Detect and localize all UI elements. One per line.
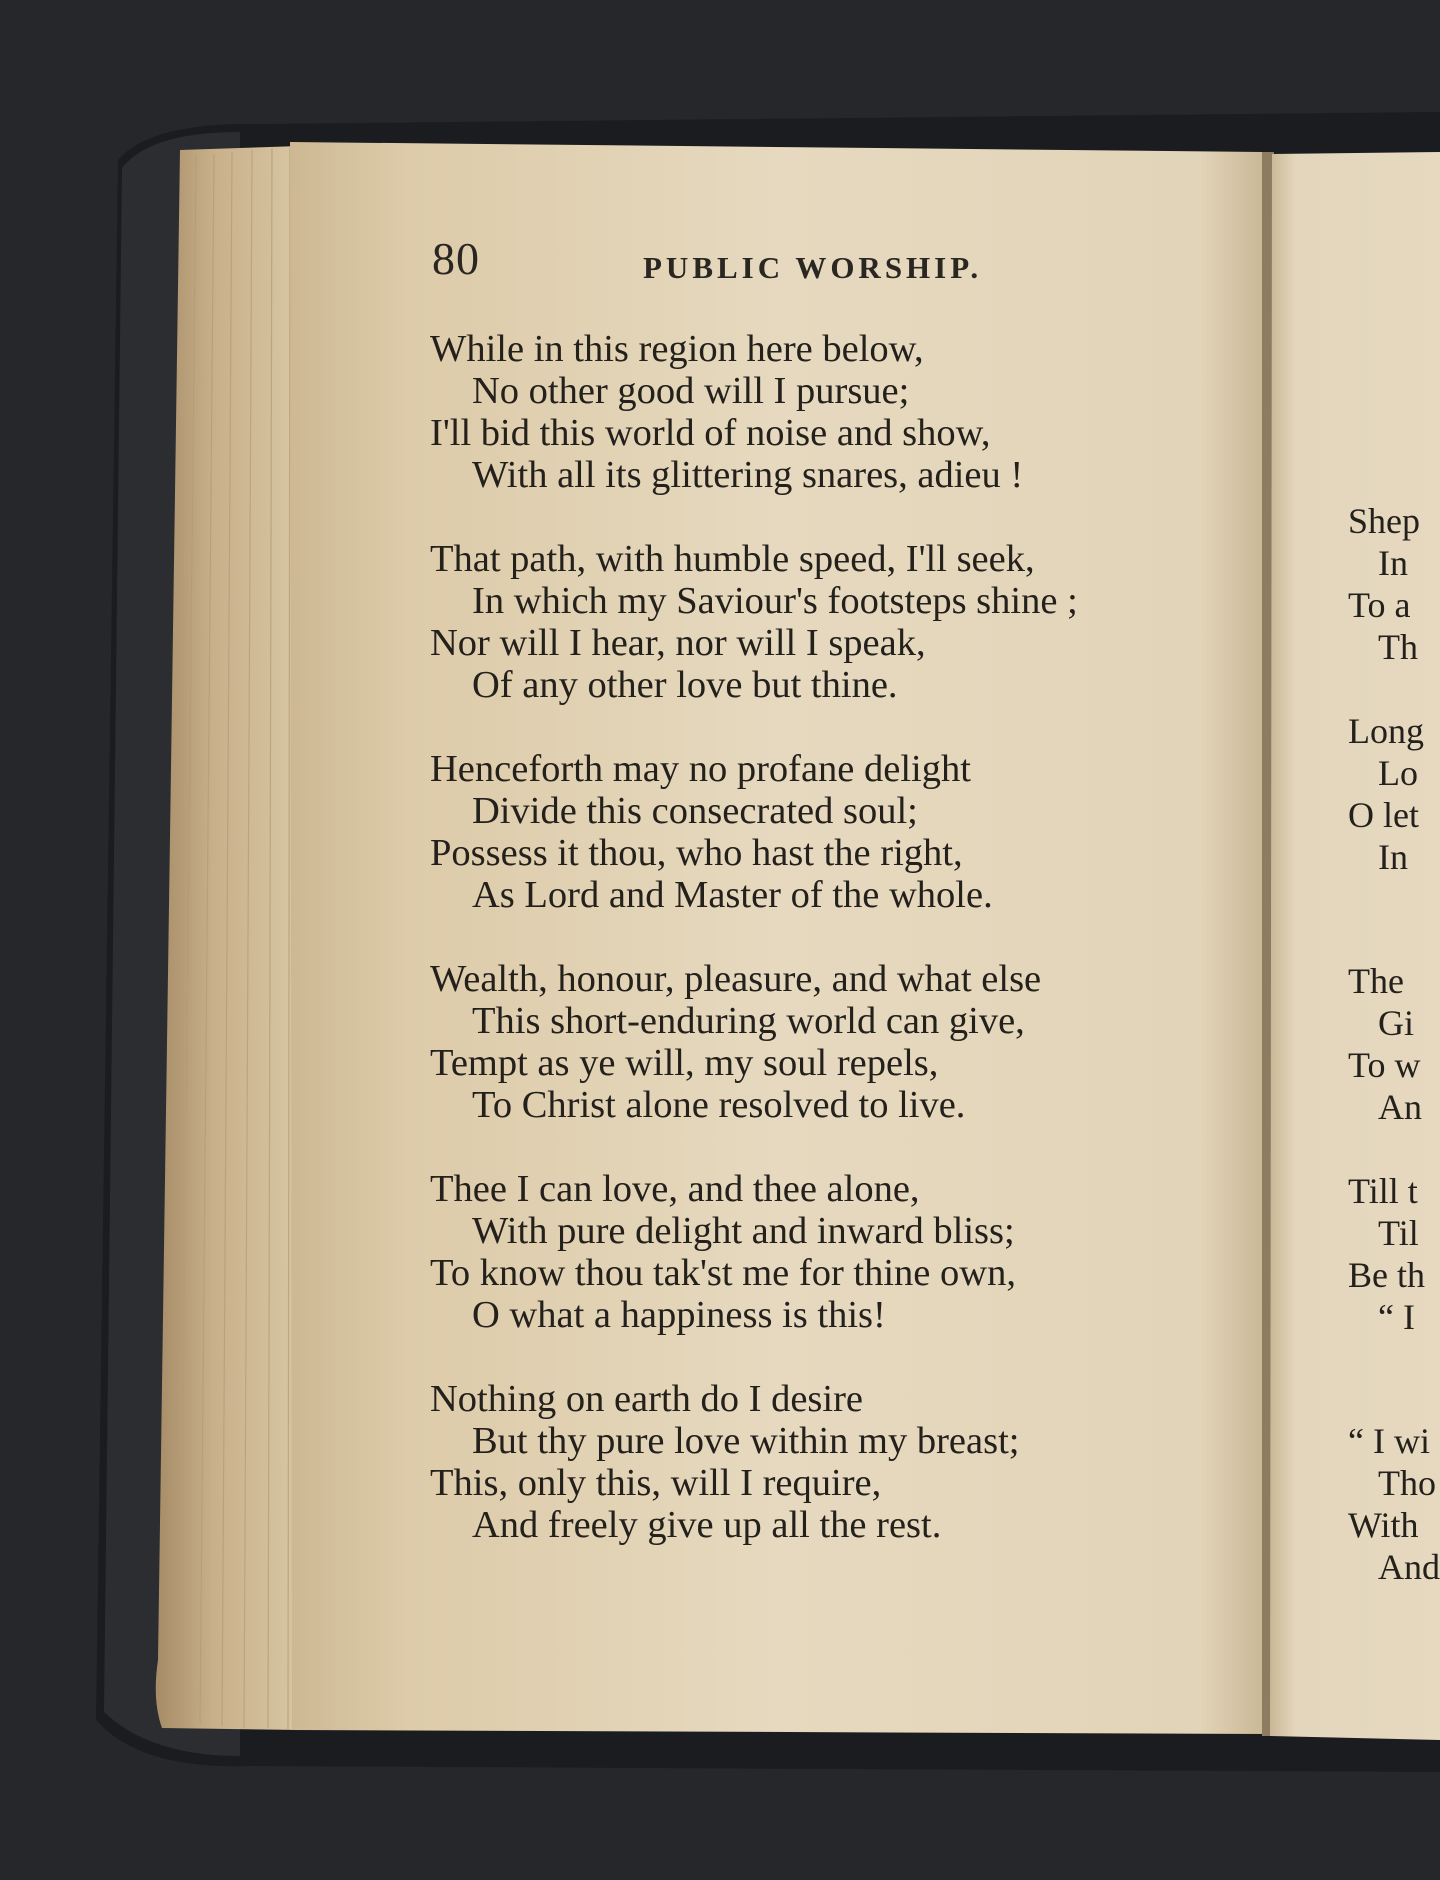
right-page-line: And (1378, 1547, 1440, 1587)
right-page-line: “ I wi (1348, 1421, 1430, 1461)
right-page-line: Lo (1378, 753, 1418, 793)
right-page-line: The (1348, 961, 1404, 1001)
right-page-stanza-fragment (1338, 500, 1440, 668)
verse-line: I'll bid this world of noise and show, (430, 412, 991, 454)
verse-line: Nothing on earth do I desire (430, 1378, 864, 1420)
right-page-line: Shep (1348, 501, 1420, 541)
right-page-stanza-fragment (1338, 710, 1440, 878)
verse-line: In which my Saviour's footsteps shine ; (472, 580, 1078, 622)
verse-line: Nor will I hear, nor will I speak, (430, 622, 926, 664)
right-page-line: In (1378, 837, 1408, 877)
right-page-line: O let (1348, 795, 1419, 835)
verse-line: And freely give up all the rest. (472, 1504, 942, 1546)
right-page-line: With (1348, 1505, 1419, 1545)
right-page-line: To a (1348, 585, 1411, 625)
verse-line: With pure delight and inward bliss; (472, 1210, 1015, 1252)
right-page-line: Till t (1348, 1171, 1418, 1211)
verse-line: No other good will I pursue; (472, 370, 910, 412)
right-page-line: “ I (1378, 1297, 1415, 1337)
verse-line: This, only this, will I require, (430, 1462, 882, 1504)
verse-line: That path, with humble speed, I'll seek, (430, 538, 1035, 580)
right-page-line: In (1378, 543, 1408, 583)
verse-line: Of any other love but thine. (472, 664, 898, 706)
verse-line: To Christ alone resolved to live. (472, 1084, 966, 1126)
verse-line: But thy pure love within my breast; (472, 1420, 1020, 1462)
verse-line: Possess it thou, who hast the right, (430, 832, 963, 874)
verse-line: Thee I can love, and thee alone, (430, 1168, 920, 1210)
verse-line: As Lord and Master of the whole. (472, 874, 993, 916)
right-page-line: To w (1348, 1045, 1421, 1085)
verse-line: O what a happiness is this! (472, 1294, 886, 1336)
verse-line: Tempt as ye will, my soul repels, (430, 1042, 939, 1084)
right-page-line: An (1378, 1087, 1422, 1127)
right-page-stanza-fragment (1338, 960, 1440, 1128)
right-page-line: Tho (1378, 1463, 1436, 1503)
right-page-stanza-fragment (1338, 1170, 1440, 1338)
right-page-line: Til (1378, 1213, 1419, 1253)
right-page-line: Gi (1378, 1003, 1414, 1043)
verse-line: To know thou tak'st me for thine own, (430, 1252, 1016, 1294)
right-page-stanza-fragment (1338, 1420, 1440, 1588)
verse-line: While in this region here below, (430, 328, 924, 370)
verse-line: With all its glittering snares, adieu ! (472, 454, 1024, 496)
verse-line: Divide this consecrated soul; (472, 790, 918, 832)
right-page-line: Be th (1348, 1255, 1425, 1295)
verse-line: Wealth, honour, pleasure, and what else (430, 958, 1042, 1000)
right-page-line: Long (1348, 711, 1424, 751)
verse-line: Henceforth may no profane delight (430, 748, 971, 790)
right-page-line: Th (1378, 627, 1418, 667)
running-head: PUBLIC WORSHIP. (643, 250, 983, 285)
verse-line: This short-enduring world can give, (472, 1000, 1025, 1042)
page-number: 80 (432, 233, 480, 284)
